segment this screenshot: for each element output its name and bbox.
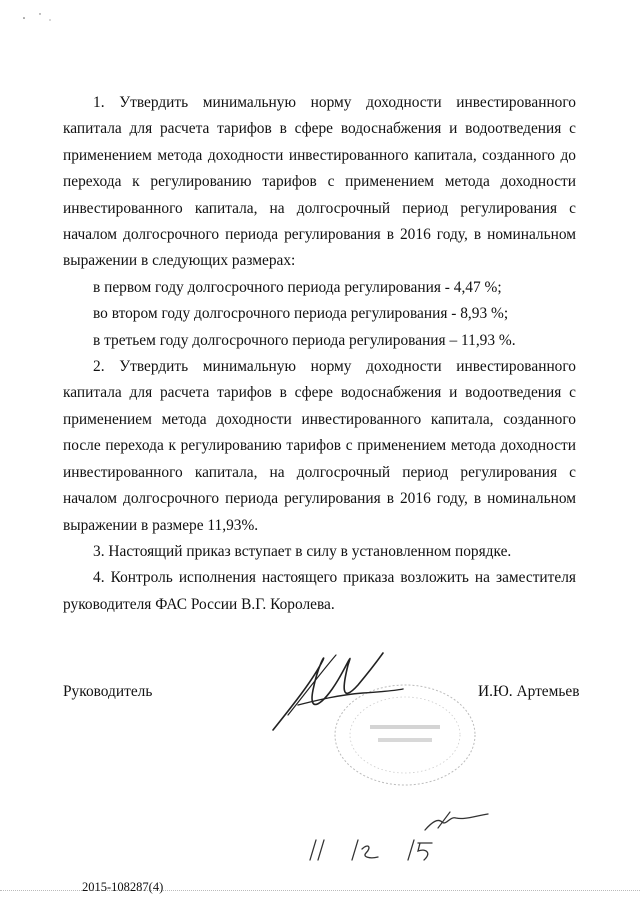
paragraph-2: 2. Утвердить минимальную норму доходности инвестированного капитала для расчета тарифов в сфере водоснабжения и водоотведения с применением метода доходности инвестированного капитала, созданного после перехода к регулированию тарифов с применением метода доходности инвестированного капитала, на долгосрочный период регулирования с началом долгосрочного периода регулирования в 2016 году, в номинальном выражении в размере 11,93%.: [63, 358, 576, 534]
rate-year-3: в третьем году долгосрочного периода регулирования – 11,93 %.: [93, 331, 516, 349]
rate-year-1: в первом году долгосрочного периода регулирования - 4,47 %;: [93, 278, 502, 296]
order-body: [63, 90, 576, 618]
signatory-name: И.Ю. Артемьев: [478, 683, 580, 700]
signatory-title: Руководитель: [63, 683, 153, 700]
handwritten-initials: [420, 808, 490, 838]
handwritten-date: [300, 835, 450, 865]
paragraph-1: 1. Утвердить минимальную норму доходности инвестированного капитала для расчета тарифов в сфере водоснабжения и водоотведения с применением метода доходности инвестированного капитала, созданного до перехода к регулированию тарифов с применением метода доходности инвестированного капитала, на долгосрочный период регулирования с началом долгосрочного периода регулирования в 2016 году, в номинальном выражении в следующих размерах:: [63, 94, 576, 270]
rate-year-2: во втором году долгосрочного периода регулирования - 8,93 %;: [93, 305, 509, 323]
handwritten-signature: [268, 645, 408, 735]
document-number: 2015-108287(4): [82, 880, 164, 894]
paragraph-4: 4. Контроль исполнения настоящего приказа возложить на заместителя руководителя ФАС России В.Г. Королева.: [63, 569, 576, 613]
paragraph-3: 3. Настоящий приказ вступает в силу в установленном порядке.: [93, 542, 512, 560]
scan-specks: [20, 8, 60, 28]
